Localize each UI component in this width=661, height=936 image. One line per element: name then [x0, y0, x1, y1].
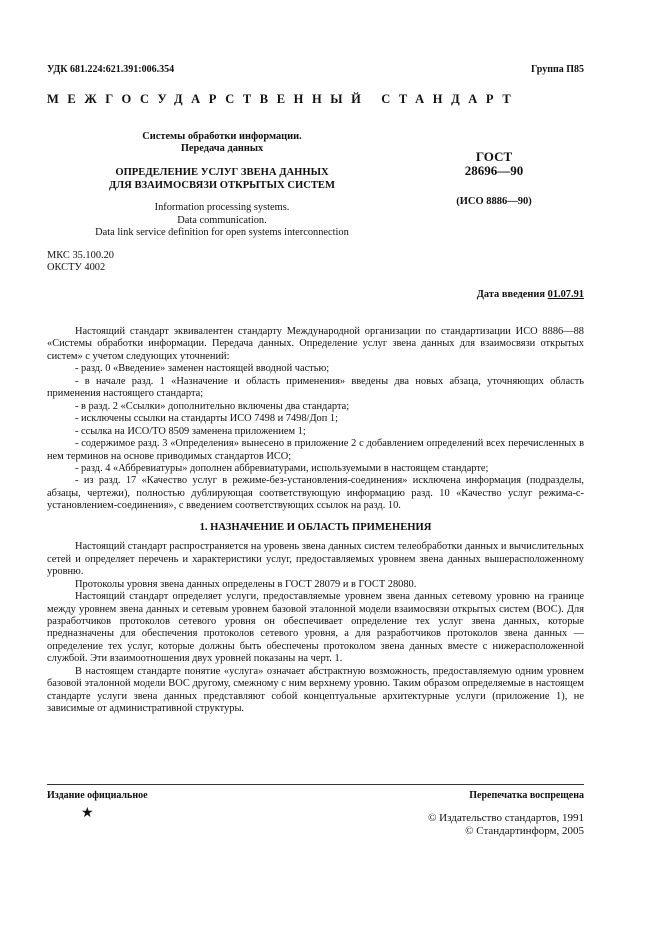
footer-divider — [47, 784, 584, 785]
topic-line: Системы обработки информации. — [142, 131, 302, 142]
star-icon: ★ — [81, 806, 94, 821]
english-title-line: Information processing systems. — [154, 202, 290, 213]
topic-heading — [88, 131, 356, 155]
section-paragraph: Настоящий стандарт распространяется на уровень звена данных систем телеобработки данных и вычислительных сетей и определяет перечень и характеристики услуг, предоставляемых уровнем звена данных вышерасположенному уровню. — [47, 541, 584, 578]
intro-list-item: - в разд. 2 «Ссылки» дополнительно включены два стандарта; — [75, 400, 350, 412]
title-line: ДЛЯ ВЗАИМОСВЯЗИ ОТКРЫТЫХ СИСТЕМ — [108, 180, 336, 191]
topic-line: Передача данных — [180, 143, 264, 154]
reprint-notice: Перепечатка воспрещена — [469, 790, 584, 801]
section-heading: 1. НАЗНАЧЕНИЕ И ОБЛАСТЬ ПРИМЕНЕНИЯ — [199, 521, 432, 533]
date-value: 01.07.91 — [547, 289, 584, 300]
section-paragraph: В настоящем стандарте понятие «услуга» означает абстрактную возможность, предоставляемую одним уровнем базовой эталонной модели ВОС другому, смежному с ним верхнему уровню. Таким образом определяемые в настоящем стандарте услуги звена данных представляют собой концептуальные архитектурные услуги (приложение 1), не зависимые от административной структуры. — [47, 665, 584, 715]
introduction-date — [477, 289, 584, 300]
document-body — [47, 326, 584, 716]
iso-reference: (ИСО 8886—90) — [456, 196, 532, 207]
copyright-block — [386, 812, 584, 837]
classification-codes — [47, 250, 114, 273]
intro-list-item: - разд. 0 «Введение» заменен настоящей вводной частью; — [75, 363, 330, 375]
english-title — [60, 202, 384, 240]
mks-code: МКС 35.100.20 — [47, 250, 115, 261]
copyright-line: © Стандартинформ, 2005 — [465, 824, 584, 837]
intro-list-item: - ссылка на ИСО/ТО 8509 заменена приложением 1; — [75, 425, 306, 437]
intro-list-item: - содержимое разд. 3 «Определения» вынесено в приложение 2 с добавлением определений всех перечисленных в нем терминов на основе приводимых стандартов ИСО; — [47, 438, 584, 462]
interstate-standard-heading: МЕЖГОСУДАРСТВЕННЫЙ СТАНДАРТ — [47, 92, 520, 106]
udk-code: УДК 681.224:621.391:006.354 — [47, 64, 175, 75]
intro-list-item: - разд. 4 «Аббревиатуры» дополнен аббревиатурами, используемыми в настоящем стандарте; — [75, 462, 489, 474]
intro-list-item: - из разд. 17 «Качество услуг в режиме-без-установления-соединения» исключена информация (подразделы, абзацы, чертежи), полностью дублирующая соответствующую информацию разд. 10 «Качество услуг режима-с-установлением-соединения», с введением соответствующих ссылок на разд. 10. — [47, 475, 584, 512]
section-paragraph: Протоколы уровня звена данных определены в ГОСТ 28079 и в ГОСТ 28080. — [75, 578, 417, 590]
group-code: Группа П85 — [531, 64, 584, 75]
okstu-code: ОКСТУ 4002 — [47, 261, 106, 273]
copyright-line: © Издательство стандартов, 1991 — [428, 812, 584, 824]
gost-label: ГОСТ — [475, 149, 513, 164]
date-label: Дата введения — [476, 289, 546, 300]
gost-designation — [434, 150, 554, 178]
english-title-line: Data link service definition for open systems interconnection — [95, 227, 349, 238]
title-line: ОПРЕДЕЛЕНИЕ УСЛУГ ЗВЕНА ДАННЫХ — [115, 167, 329, 178]
official-edition-label: Издание официальное — [47, 790, 148, 801]
gost-number: 28696—90 — [464, 163, 524, 178]
section-paragraph: Настоящий стандарт определяет услуги, предоставляемые уровнем звена данных сетевому уровню на границе между уровнем звена данных и сетевым уровнем базовой эталонной модели взаимосвязи открытых систем (ВОС). Для разработчиков протоколов сетевого уровня он обеспечивает определение тех услуг звена данных, которые предназначены для обеспечения протоколов сетевого уровня, а для разработчиков протоколов звена данных — определение тех услуг, которые должны быть обеспечены протоколом звена данных вместе с нижерасположенной службой. Эти взаимоотношения двух уровней показаны на черт. 1. — [47, 591, 584, 665]
document-title — [60, 166, 384, 192]
intro-list-item: - в начале разд. 1 «Назначение и область применения» введены два новых абзаца, уточняющих область применения настоящего стандарта; — [47, 375, 584, 400]
intro-list-item: - исключены ссылки на стандарты ИСО 7498 и 7498/Доп 1; — [75, 413, 338, 425]
intro-paragraph: Настоящий стандарт эквивалентен стандарту Международной организации по стандартизации ИСО 8886—88 «Системы обработки информации. Передача данных. Определение услуг звена данных для взаимосвязи открытых систем» с учетом следующих уточнений: — [47, 326, 584, 362]
english-title-line: Data communication. — [177, 214, 267, 226]
